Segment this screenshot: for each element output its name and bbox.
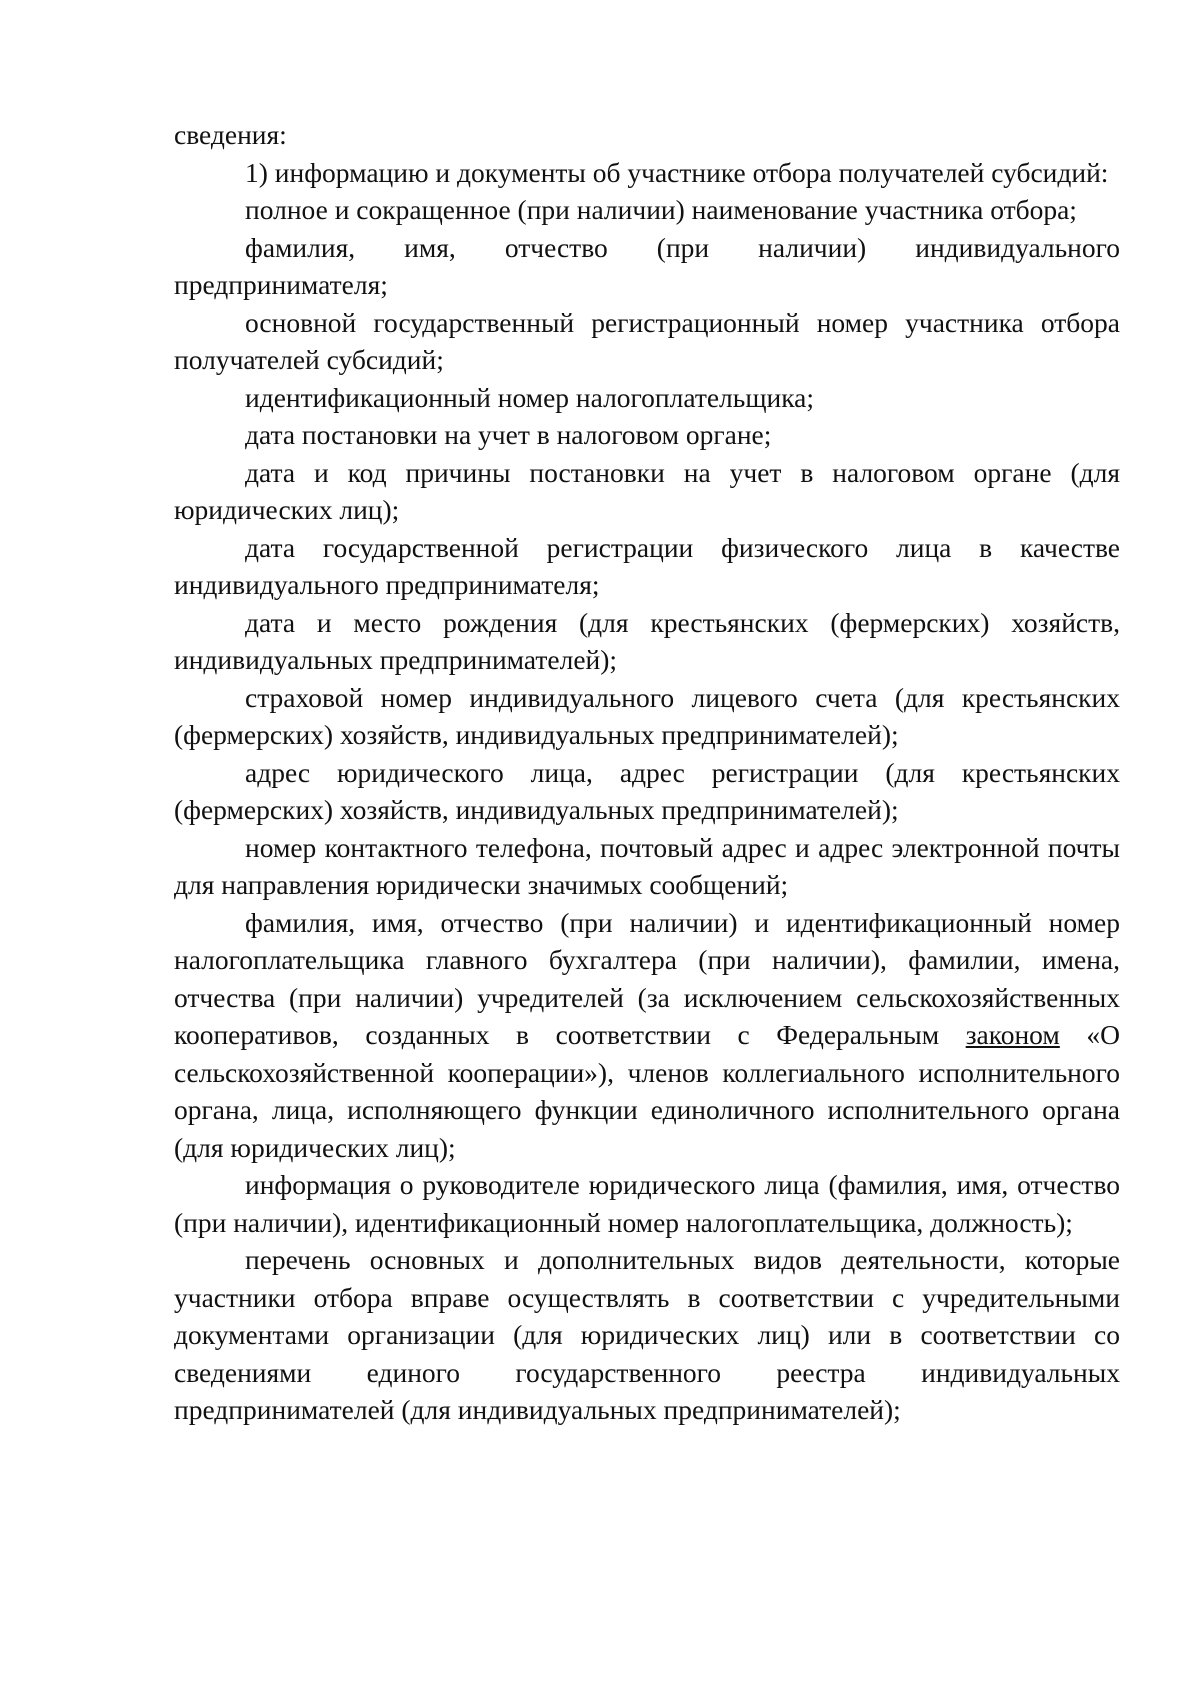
paragraph-registration-date: дата постановки на учет в налоговом органе; bbox=[245, 419, 772, 450]
paragraph-intro: сведения: bbox=[174, 119, 287, 150]
paragraph-ogrn: основной государственный регистрационный номер участника отбора получателей субсидий; bbox=[174, 306, 1120, 375]
founders-text-after-link: «О сельскохозяйственной кооперации»), членов коллегиального исполнительного органа, лица, исполняющего функции единоличного исполнительного органа (для юридических лиц); bbox=[174, 1019, 1120, 1163]
paragraph-head-info: информация о руководителе юридического лица (фамилия, имя, отчество (при наличии), идентификационный номер налогоплательщика, должность); bbox=[174, 1169, 1120, 1238]
paragraph-kpp: дата и код причины постановки на учет в налоговом органе (для юридических лиц); bbox=[174, 456, 1120, 525]
paragraph-snils: страховой номер индивидуального лицевого счета (для крестьянских (фермерских) хозяйств, индивидуальных предпринимателей); bbox=[174, 681, 1120, 750]
paragraph-inn: идентификационный номер налогоплательщика; bbox=[245, 381, 815, 413]
paragraph-item-1: 1) информацию и документы об участнике отбора получателей субсидий: bbox=[245, 156, 1109, 188]
paragraph-contacts: номер контактного телефона, почтовый адрес и адрес электронной почты для направления юридически значимых сообщений; bbox=[174, 831, 1120, 900]
paragraph-activities: перечень основных и дополнительных видов деятельности, которые участники отбора вправе осуществлять в соответствии с учредительными документами организации (для юридических лиц) или в соответствии со сведениями единого государственного реестра индивидуальных предпринимателей (для индивидуальных предпринимателей); bbox=[174, 1244, 1120, 1425]
founders-text-before-link: фамилия, имя, отчество (при наличии) и идентификационный номер налогоплательщика главного бухгалтера (при наличии), фамилии, имена, отчества (при наличии) учредителей (за исключением сельскохозяйственных кооперативов, созданных в соответствии с Федеральным bbox=[174, 906, 1120, 1050]
paragraph-address: адрес юридического лица, адрес регистрации (для крестьянских (фермерских) хозяйств, индивидуальных предпринимателей); bbox=[174, 756, 1120, 825]
paragraph-birth-date: дата и место рождения (для крестьянских (фермерских) хозяйств, индивидуальных предпринимателей); bbox=[174, 606, 1120, 675]
law-link[interactable]: законом bbox=[965, 1019, 1060, 1050]
paragraph-full-name: полное и сокращенное (при наличии) наименование участника отбора; bbox=[245, 194, 1077, 225]
document-page bbox=[174, 116, 1120, 1429]
paragraph-state-registration: дата государственной регистрации физического лица в качестве индивидуального предпринимателя; bbox=[174, 531, 1120, 600]
paragraph-entrepreneur-name: фамилия, имя, отчество (при наличии) индивидуального предпринимателя; bbox=[174, 231, 1120, 300]
paragraph-founders bbox=[174, 904, 1120, 1167]
